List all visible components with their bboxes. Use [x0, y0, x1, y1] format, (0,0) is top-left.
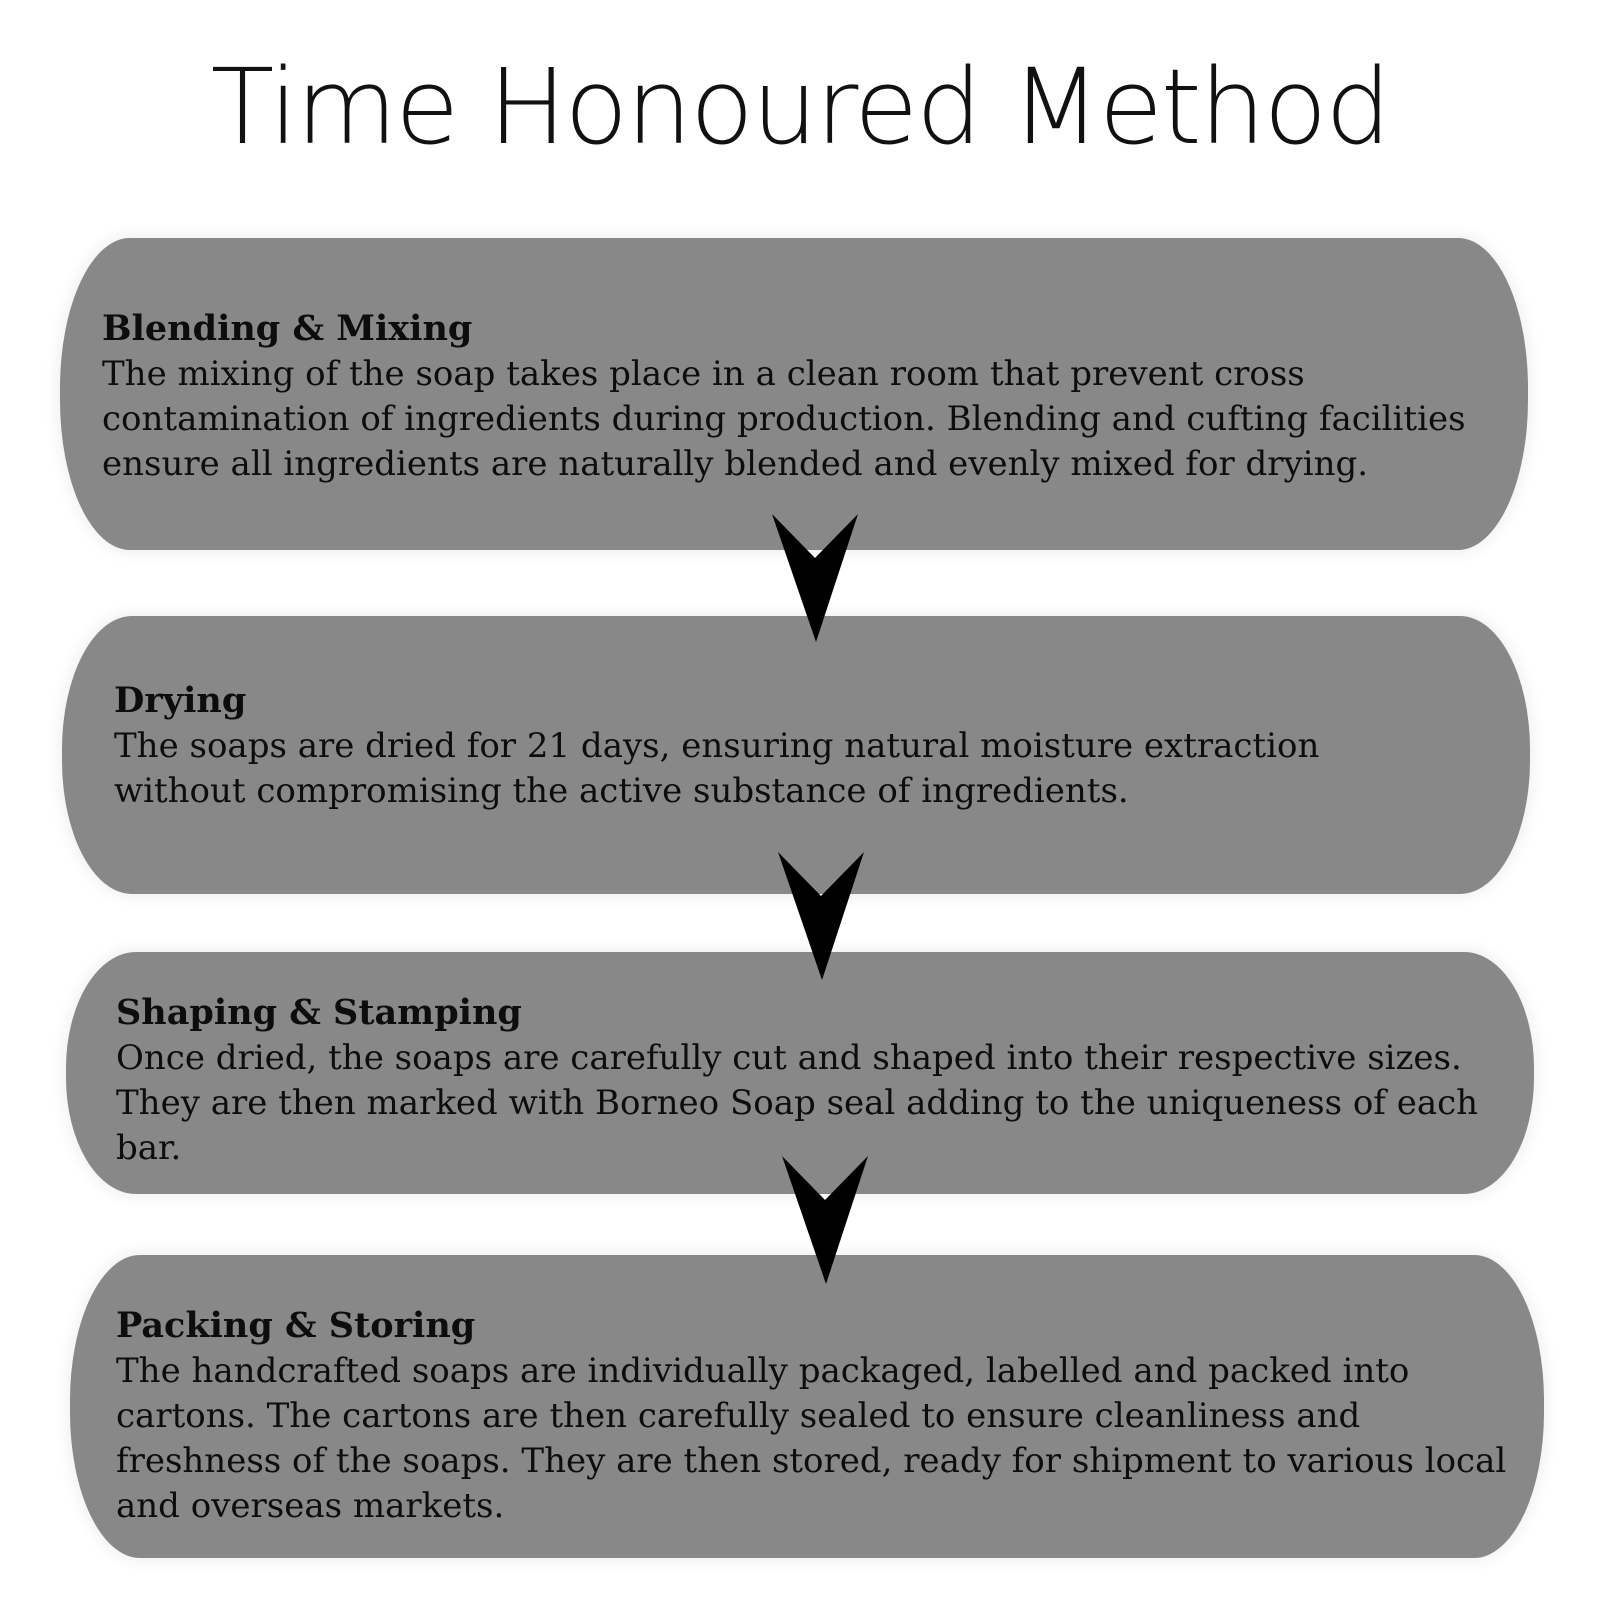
arrow-down-icon: [782, 1156, 868, 1284]
diagram-title: Time Honoured Method: [210, 46, 1390, 168]
step-blending-mixing: [60, 238, 1528, 550]
step-title: Blending & Mixing: [102, 308, 473, 349]
step-packing-storing: [70, 1255, 1544, 1558]
step-title: Packing & Storing: [116, 1305, 476, 1346]
step-title: Drying: [114, 680, 247, 721]
step-description: The mixing of the soap takes place in a clean room that prevent cross contamination of ingredients during production. Blending and cufting facilities ensure all ingredients are naturally blended and evenly mixed for drying.: [102, 354, 1466, 484]
step-description: The handcrafted soaps are individually packaged, labelled and packed into cartons. The cartons are then carefully sealed to ensure cleanliness and freshness of the soaps. They are then stored, ready for shipment to various local and overseas markets.: [116, 1351, 1507, 1526]
arrow-down-icon: [772, 514, 858, 642]
arrow-down-icon: [778, 852, 864, 980]
step-title: Shaping & Stamping: [116, 992, 522, 1033]
step-description: The soaps are dried for 21 days, ensuring natural moisture extraction without compromising the active substance of ingredients.: [114, 726, 1320, 811]
step-description: Once dried, the soaps are carefully cut and shaped into their respective sizes. They are then marked with Borneo Soap seal adding to the uniqueness of each bar.: [116, 1038, 1479, 1168]
